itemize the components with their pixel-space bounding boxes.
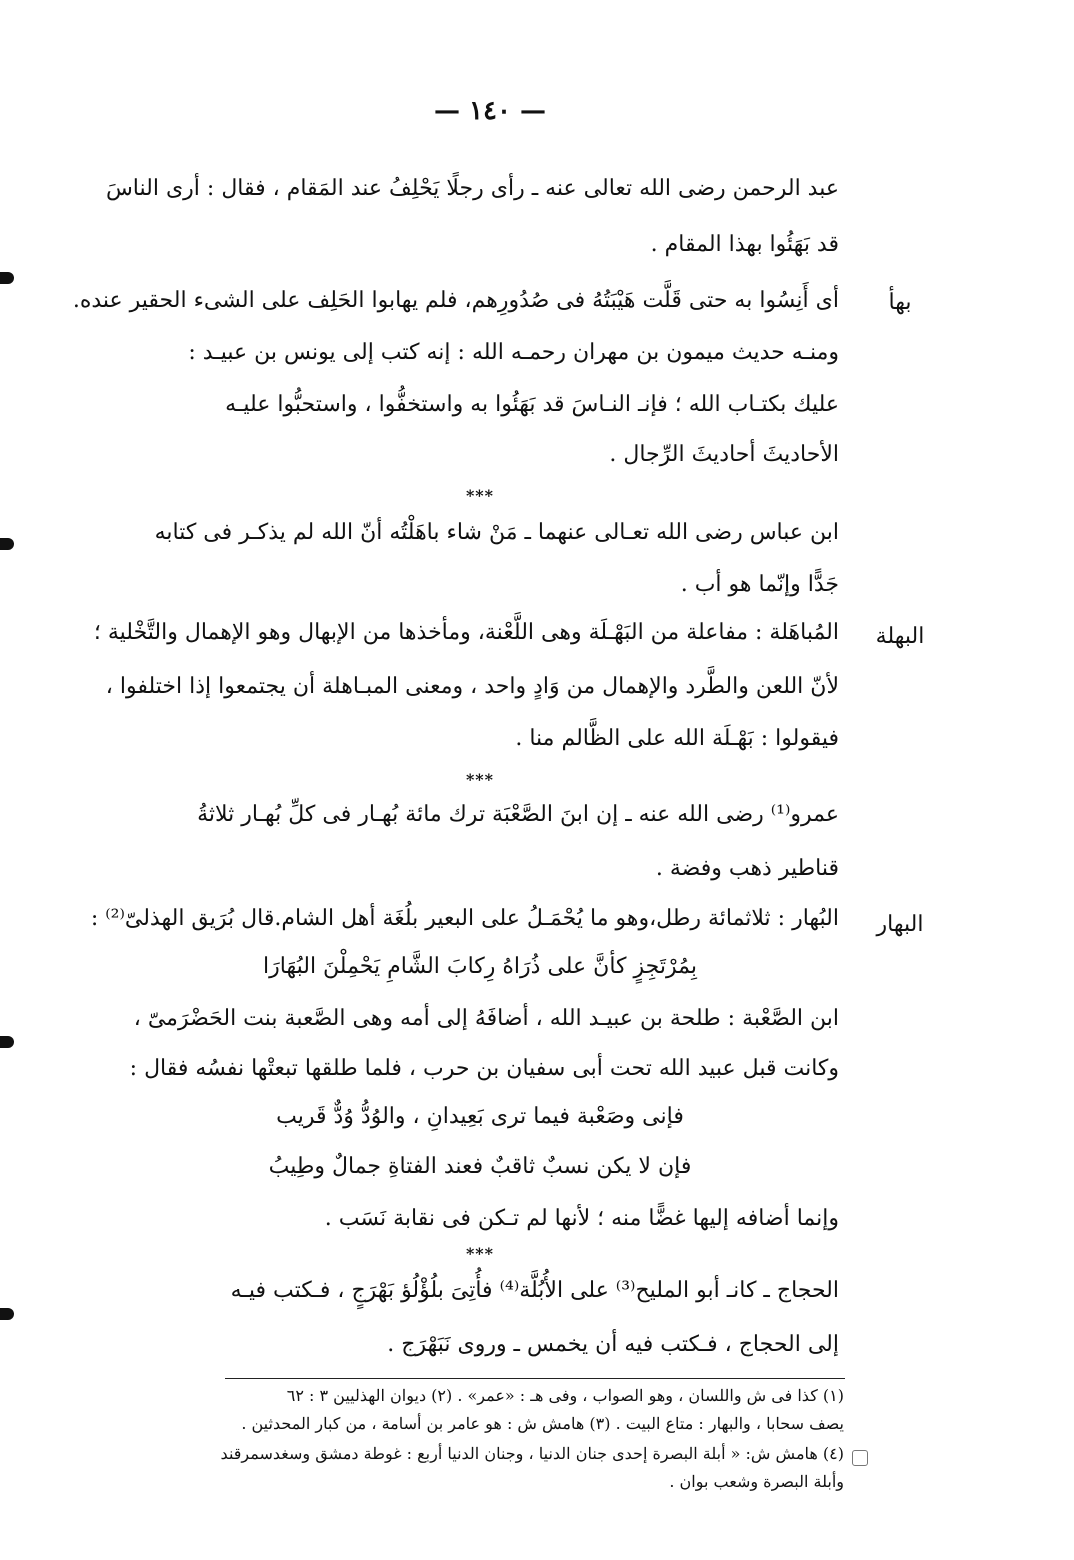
text-line: عبد الرحمن رضى الله تعالى عنه ـ رأى رجلًا يَحْلِفُ عند المَقام ، فقال : أرى الناسَ xyxy=(105,176,839,201)
section-separator: *** xyxy=(465,770,495,789)
footnote-rule xyxy=(225,1378,845,1379)
text-line: الأحاديثَ أحاديثَ الرِّجال . xyxy=(609,442,839,467)
text-line: قد بَهَئُوا بهذا المقام . xyxy=(650,232,839,257)
text-line: لأنّ اللعن والطَّرد والإهمال من وَادٍ واحد ، ومعنى المبـاهلة أن يجتمعوا إذا اختلفوا ، xyxy=(105,674,839,699)
text-line: أى أَنِسُوا به حتى قَلَّت هَيْبَتُهُ فى صُدُورِهم، فلم يهابوا الحَلِف على الشىء الحقير عنده. xyxy=(72,288,839,313)
text-line: وإنما أضافه إليها غضًّا منه ؛ لأنها لم تـكن فى نقابة نَسَب . xyxy=(324,1206,839,1231)
edge-mark xyxy=(0,1036,14,1048)
edge-mark xyxy=(0,1308,14,1320)
page-number: — ١٤٠ — xyxy=(433,96,547,126)
section-separator: *** xyxy=(465,1244,495,1263)
text-line: إلى الحجاج ، فـكتب فيه أن يخمس ـ وروى نَبَهْرَج . xyxy=(387,1332,839,1357)
text-line: وكانت قبل عبيد الله تحت أبى سفيان بن حرب ، فلما طلقها تبعتْها نفسُه فقال : xyxy=(129,1056,839,1081)
text-line: عليك بكتـاب الله ؛ فإنـ النـاسَ قد بَهَئُوا به واستخفُّوا ، واستحبُّوا عليـه xyxy=(225,392,839,417)
text-line: فيقولوا : بَهْـلَة الله على الظَّالم منا . xyxy=(515,726,839,751)
footnote-line: (١) كذا فى ش واللسان ، وهو الصواب ، وفى هـ : «عمر» . (٢) ديوان الهذليين ٣ : ٦٢ xyxy=(286,1386,844,1405)
text-line: عمرو⁽¹⁾ رضى الله عنه ـ إن ابنَ الصَّعْبَة ترك مائة بُهـار فى كلِّ بُهـار ثلاثةُ xyxy=(197,802,839,827)
text-line: ابن الصَّعْبة : طلحة بن عبيـد الله ، أضافَهُ إلى أمه وهى الصَّعبة بنت الحَضْرَمىّ ، xyxy=(133,1006,839,1031)
text-line: ومنـه حديث ميمون بن مهران رحمـه الله : إنه كتب إلى يونس بن عبيـد : xyxy=(188,340,839,365)
print-mark-icon xyxy=(852,1450,868,1466)
section-separator: *** xyxy=(465,486,495,505)
footnote-line: يصف سحابا ، والبهار : متاع البيت . (٣) هامش ش : هو عامر بن أسامة ، من كبار المحدثين . xyxy=(241,1414,844,1433)
edge-mark xyxy=(0,272,14,284)
text-line: قناطير ذهب وفضة . xyxy=(655,856,839,881)
text-line: المُباهَلة : مفاعلة من البَهْـلَة وهى اللَّعْنة، ومأخذها من الإبهال وهو الإهمال والتَّخْلية ؛ xyxy=(93,620,839,645)
footnote-line: وأبلة البصرة وشعب بوان . xyxy=(669,1472,844,1491)
margin-headword: البهلة xyxy=(875,624,925,649)
verse-line: بِمُرْتَجِزٍ كأنَّ على ذُرَاهُ رِكابَ الشَّامِ يَحْمِلْنَ البُهَارَا xyxy=(263,954,697,979)
text-line: البُهار : ثلاثمائة رطل،وهو ما يُحْمَـلُ على البعير بلُغَة أهل الشام.قال بُرَيق الهذلىّ⁽²⁾ : xyxy=(90,906,839,931)
verse-line: فإنى وصَعْبة فيما ترى بَعِيدانِ ، والوُدُّ وُدٌّ قَريب xyxy=(276,1104,684,1129)
verse-line: فإن لا يكن نسبٌ ثاقبٌ فعند الفتاةِ جمالٌ وطِيبُ xyxy=(268,1154,692,1179)
text-line: الحجاج ـ كانـ أبو المليح⁽³⁾ على الأُبُلَّة⁽⁴⁾ فأُتِىَ بلُؤْلُؤ بَهْرَجٍ ، فـكتب فيـه xyxy=(230,1278,839,1303)
margin-headword: البهار xyxy=(876,912,924,937)
text-line: ابن عباس رضى الله تعـالى عنهما ـ مَنْ شاء باهَلْتُه أنّ الله لم يذكـر فى كتابه xyxy=(154,520,839,545)
edge-mark xyxy=(0,538,14,550)
text-line: جَدًّا وإنّما هو أب . xyxy=(680,572,839,597)
footnote-line: (٤) هامش ش: « أبلة البصرة إحدى جنان الدنيا ، وجنان الدنيا أربع : غوطة دمشق وسغدسمرقند xyxy=(220,1444,844,1463)
margin-headword: بهأ xyxy=(888,290,912,315)
